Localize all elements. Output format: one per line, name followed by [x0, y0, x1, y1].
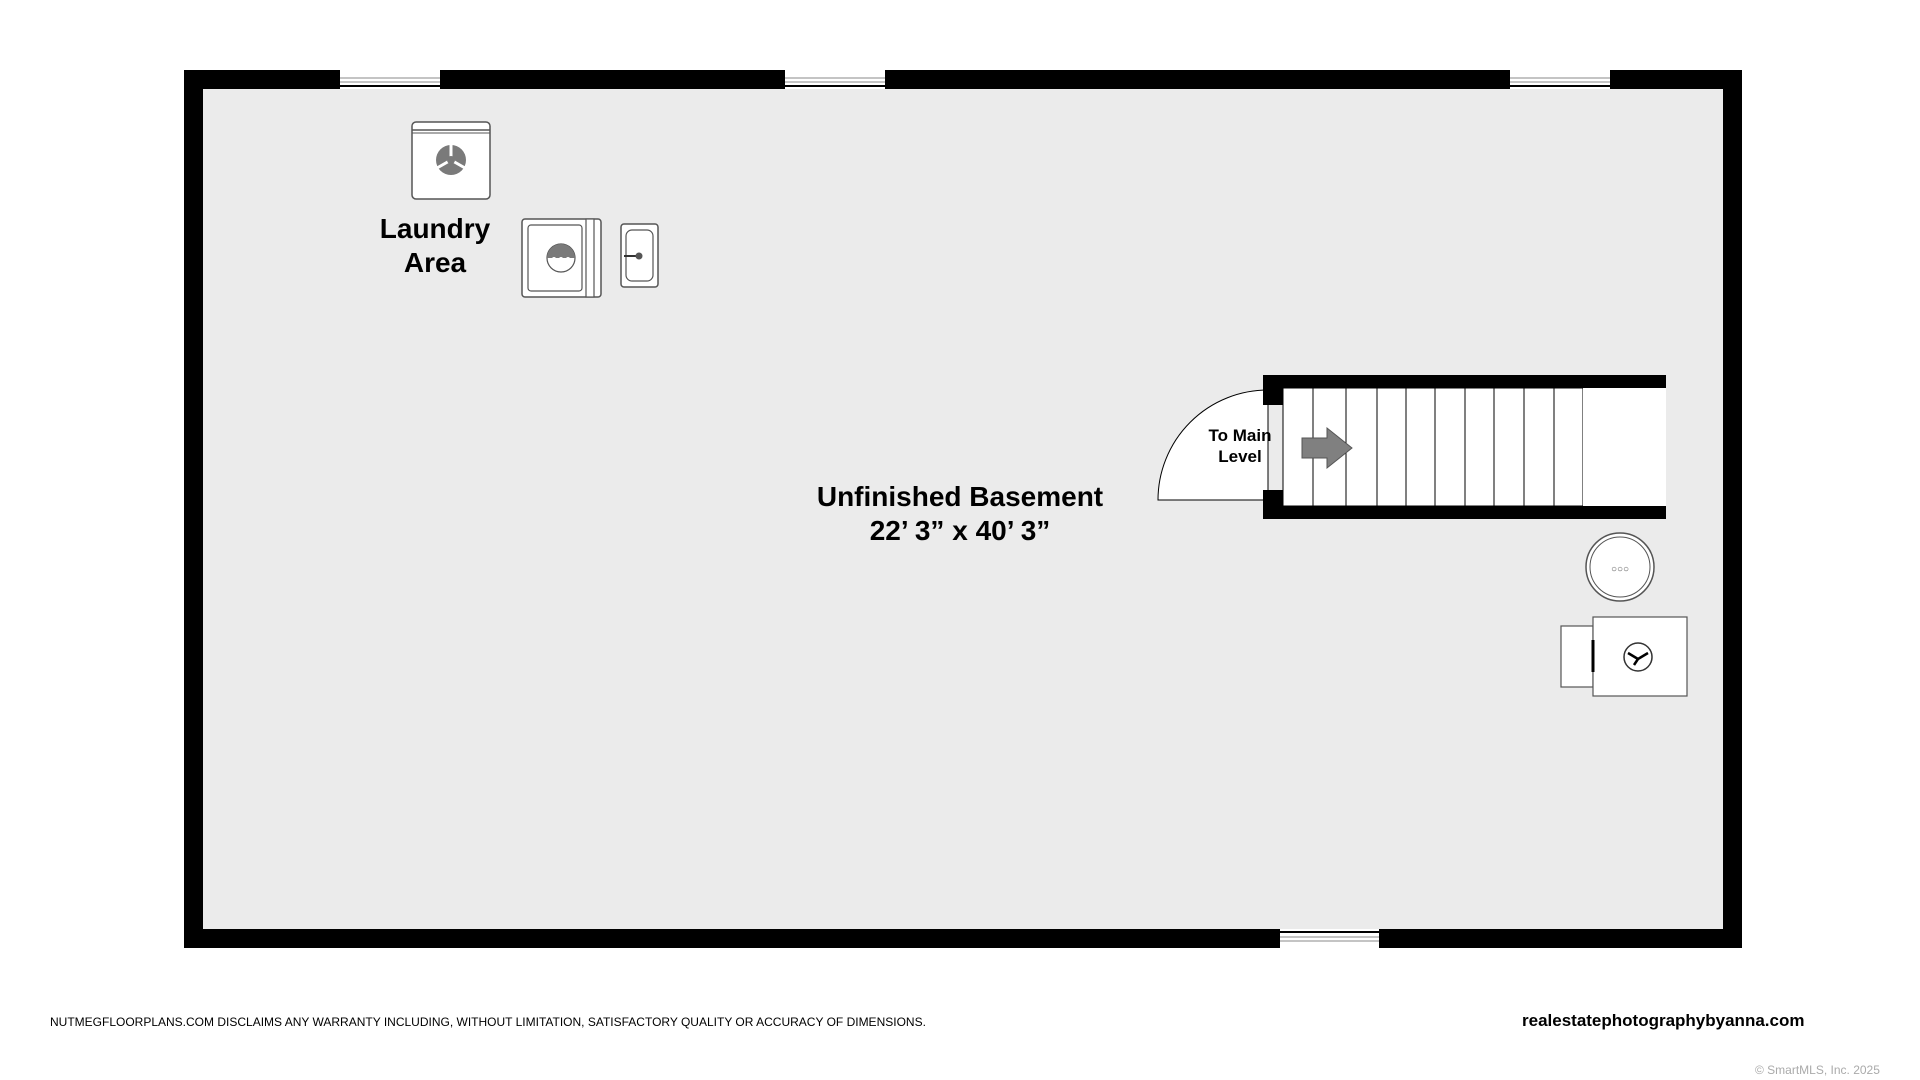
washer-icon	[412, 122, 490, 199]
copyright-text: © SmartMLS, Inc. 2025	[1755, 1063, 1880, 1077]
laundry-label-line1: Laundry	[379, 213, 491, 244]
website-link[interactable]: realestatephotographybyanna.com	[1522, 1011, 1805, 1030]
window-bottom	[1280, 929, 1379, 948]
window-top-left	[340, 70, 440, 89]
laundry-area-label	[360, 212, 510, 279]
basement-name: Unfinished Basement	[816, 481, 1104, 512]
utility-sink-icon	[621, 224, 658, 287]
window-top-right	[1510, 70, 1610, 89]
stairs-label-line2: Level	[1218, 447, 1262, 467]
dryer-icon	[522, 219, 601, 297]
stairs-label-line1: To Main	[1208, 426, 1272, 445]
laundry-label-line2: Area	[403, 246, 467, 278]
furnace-icon	[1561, 617, 1687, 696]
basement-label	[740, 480, 1180, 547]
disclaimer-text: NUTMEGFLOORPLANS.COM DISCLAIMS ANY WARRANTY INCLUDING, WITHOUT LIMITATION, SATISFACTORY QUALITY OR ACCURACY OF DIMENSIONS.	[50, 1015, 926, 1029]
stairs-label	[1195, 425, 1285, 468]
water-heater-dots: ○○○	[1610, 564, 1630, 575]
basement-dimensions: 22’ 3” x 40’ 3”	[869, 514, 1051, 546]
window-top-center	[785, 70, 885, 89]
